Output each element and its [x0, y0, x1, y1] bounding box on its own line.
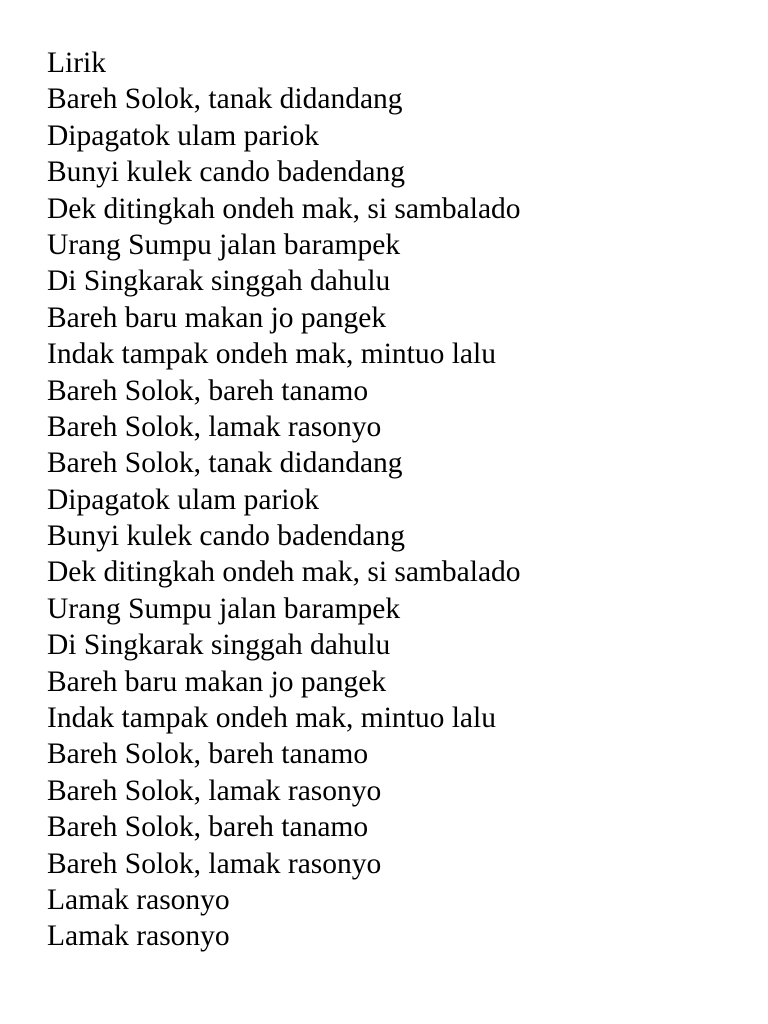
lyric-line: Bareh baru makan jo pangek: [47, 301, 387, 334]
lyric-line: Dipagatok ulam pariok: [47, 483, 319, 516]
lyric-line: Bareh Solok, lamak rasonyo: [47, 847, 382, 880]
lyric-line: Bunyi kulek cando badendang: [47, 156, 406, 189]
lyric-line: Bareh Solok, bareh tanamo: [47, 738, 369, 771]
lyric-line: Di Singkarak singgah dahulu: [47, 265, 391, 298]
lyric-line: Dek ditingkah ondeh mak, si sambalado: [47, 556, 521, 589]
lyric-line: Bareh Solok, bareh tanamo: [47, 811, 369, 844]
lyric-line: Bareh baru makan jo pangek: [47, 665, 387, 698]
lyric-line: Bareh Solok, bareh tanamo: [47, 374, 369, 407]
lyric-line: Lamak rasonyo: [47, 920, 230, 953]
lyric-line: Urang Sumpu jalan barampek: [47, 228, 401, 261]
lyric-line: Di Singkarak singgah dahulu: [47, 629, 391, 662]
lyric-line: Bareh Solok, tanak didandang: [47, 447, 403, 480]
lyric-line: Lamak rasonyo: [47, 883, 230, 916]
lyric-line: Urang Sumpu jalan barampek: [47, 592, 401, 625]
heading-line: Lirik: [47, 47, 106, 79]
lyric-line: Bareh Solok, lamak rasonyo: [47, 410, 382, 443]
lyric-line: Indak tampak ondeh mak, mintuo lalu: [47, 702, 496, 735]
lyric-line: Dek ditingkah ondeh mak, si sambalado: [47, 192, 521, 225]
lyrics-text: [47, 45, 521, 955]
lyric-line: Bareh Solok, lamak rasonyo: [47, 774, 382, 807]
lyric-line: Bunyi kulek cando badendang: [47, 520, 406, 553]
lyric-line: Dipagatok ulam pariok: [47, 119, 319, 152]
lyric-line: Indak tampak ondeh mak, mintuo lalu: [47, 338, 496, 371]
lyric-line: Bareh Solok, tanak didandang: [47, 83, 403, 116]
